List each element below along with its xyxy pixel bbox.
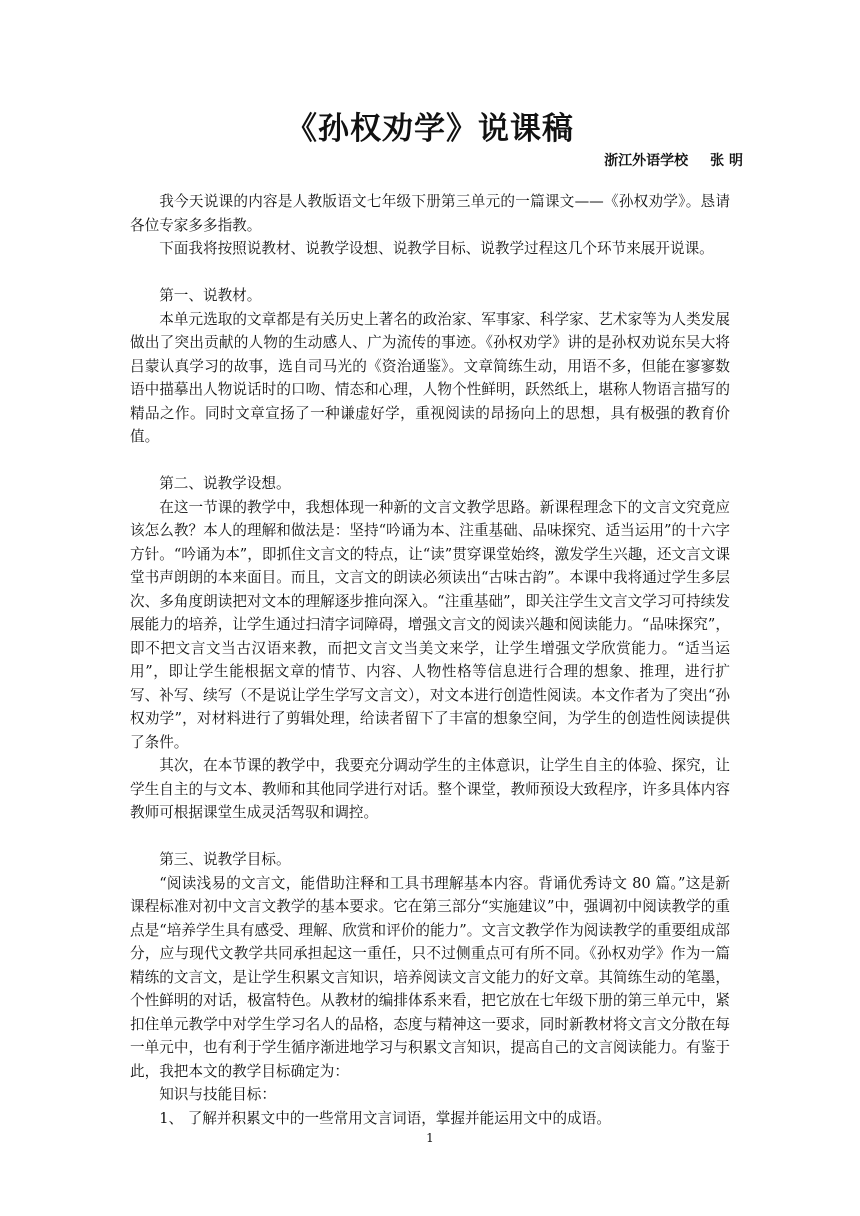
section-heading-objectives: 第三、说教学目标。 — [159, 851, 291, 868]
document-body — [130, 190, 730, 1130]
paragraph-textbook: 本单元选取的文章都是有关历史上著名的政治家、军事家、科学家、艺术家等为人类发展做出了突出贡献的人物的生动感人、广为流传的事迹。《孙权劝学》讲的是孙权劝说东吴大将吕蒙认真学习的故事，选自司马光的《资治通鉴》。文章简练生动，用语不多，但能在寥寥数语中描摹出人物说话时的口吻、情态和心理，人物个性鲜明，跃然纸上，堪称人物语言描写的精品之作。同时文章宣扬了一种谦虚好学，重视阅读的昂扬向上的思想，具有极强的教育价值。 — [130, 310, 730, 445]
paragraph-gap — [130, 449, 730, 473]
document-title: 《孙权劝学》说课稿 — [286, 111, 574, 147]
page-number: 1 — [426, 1131, 434, 1145]
author-school: 浙江外语学校 — [604, 153, 689, 169]
subheading-knowledge-skills: 知识与技能目标： — [159, 1086, 276, 1103]
paragraph-secondly: 其次，在本节课的教学中，我要充分调动学生的主体意识，让学生自主的体验、探究，让学生自主的与文本、教师和其他同学进行对话。整个课堂，教师预设大致程序，许多具体内容教师可根据课堂生成灵活驾驭和调控。 — [130, 757, 730, 821]
section-heading-teaching-idea: 第二、说教学设想。 — [159, 475, 291, 492]
paragraph-teaching-idea: 在这一节课的教学中，我想体现一种新的文言文教学思路。新课程理念下的文言文究竟应该怎么教？本人的理解和做法是：坚持“吟诵为本、注重基础、品味探究、适当运用”的十六字方针。“吟诵为本”，即抓住文言文的特点，让“读”贯穿课堂始终，激发学生兴趣，还文言文课堂书声朗朗的本来面目。而且，文言文的朗读必须读出“古味古韵”。本课中我将通过学生多层次、多角度朗读把对文本的理解逐步推向深入。“注重基础”，即关注学生文言文学习可持续发展能力的培养，让学生通过扫清字词障碍，增强文言文的阅读兴趣和阅读能力。“品味探究”，即不把文言文当古汉语来教，而把文言文当美文来学，让学生增强文学欣赏能力。“适当运用”，即让学生能根据文章的情节、内容、人物性格等信息进行合理的想象、推理，进行扩写、补写、续写（不是说让学生学写文言文），对文本进行创造性阅读。本文作者为了突出“孙权劝学”，对材料进行了剪辑处理，给读者留下了丰富的想象空间，为学生的创造性阅读提供了条件。 — [130, 498, 730, 751]
paragraph-objectives: “阅读浅易的文言文，能借助注释和工具书理解基本内容。背诵优秀诗文 80 篇。”这是新课程标准对初中文言文教学的基本要求。它在第三部分“实施建议”中，强调初中阅读教学的重点是“培养学生具有感受、理解、欣赏和评价的能力”。文言文教学作为阅读教学的重要组成部分，应与现代文教学共同承担起这一重任，只不过侧重点可有所不同。《孙权劝学》作为一篇精练的文言文，是让学生积累文言知识，培养阅读文言文能力的好文章。其简练生动的笔墨，个性鲜明的对话，极富特色。从教材的编排体系来看，把它放在七年级下册的第三单元中，紧扣住单元教学中对学生学习名人的品格，态度与精神这一要求，同时新教材将文言文分散在每一单元中，也有利于学生循序渐进地学习与积累文言知识，提高自己的文言阅读能力。有鉴于此，我把本文的教学目标确定为： — [130, 874, 730, 1080]
paragraph-gap — [130, 825, 730, 849]
list-item: 1、 了解并积累文中的一些常用文言词语，掌握并能运用文中的成语。 — [159, 1109, 611, 1127]
author-line — [604, 150, 743, 170]
paragraph-gap — [130, 261, 730, 285]
section-heading-textbook: 第一、说教材。 — [159, 287, 262, 304]
paragraph-intro: 我今天说课的内容是人教版语文七年级下册第三单元的一篇课文——《孙权劝学》。恳请各位专家多多指教。 — [130, 193, 730, 234]
author-name: 张 明 — [710, 153, 743, 169]
paragraph-outline: 下面我将按照说教材、说教学设想、说教学目标、说教学过程这几个环节来展开说课。 — [159, 240, 714, 257]
